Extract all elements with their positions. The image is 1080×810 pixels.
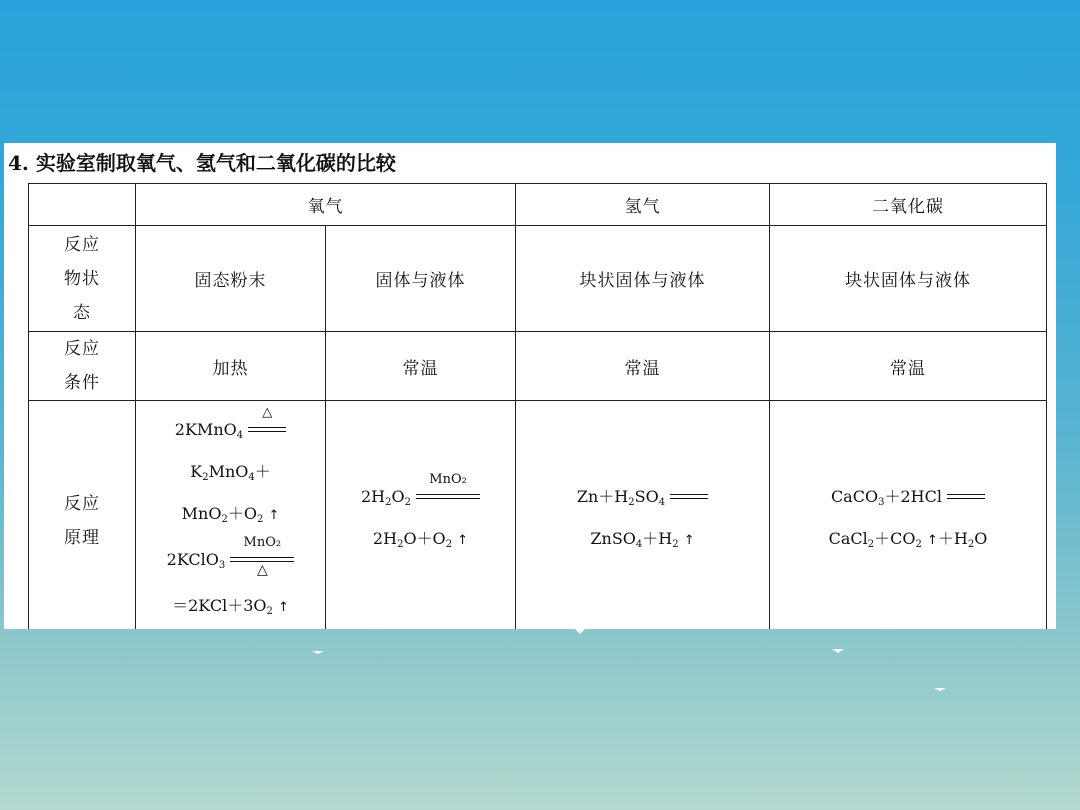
equals-sign: MnO₂ △ — [230, 553, 294, 567]
equation-line: $CaCl_2+CO_2$ $↑+H_2O$ — [828, 528, 988, 550]
equation-line: $=2KCl+3O_2$ ↑ — [172, 595, 289, 617]
cell-o2-state-b: 固体与液体 — [326, 226, 516, 332]
cell-o2-equation-kmno4-kclo3 — [136, 401, 326, 630]
equation-line: $K_2MnO_4+$ — [190, 461, 271, 483]
equals-sign: MnO₂ — [416, 490, 480, 504]
section-heading: 4. 实验室制取氧气、氢气和二氧化碳的比较 — [8, 151, 396, 175]
col-header-hydrogen: 氢气 — [516, 184, 770, 226]
bg-decor-mark — [934, 688, 946, 691]
cell-co2-equation — [770, 401, 1047, 630]
row-label-principle — [29, 401, 136, 630]
cell-h2-equation — [516, 401, 770, 630]
cell-o2-condition-a: 加热 — [136, 332, 326, 401]
bg-decor-mark — [575, 629, 585, 634]
comparison-table — [28, 183, 1047, 629]
col-header-co2: 二氧化碳 — [770, 184, 1047, 226]
header-row — [29, 184, 1047, 226]
content-panel — [4, 143, 1056, 629]
equation-line: 2KMnO$_4$ △ — [136, 412, 325, 454]
row-label-line: 反应 — [64, 493, 100, 514]
bg-decor-mark — [832, 649, 844, 653]
row-label-line: 条件 — [64, 373, 100, 393]
cell-o2-equation-h2o2 — [326, 401, 516, 630]
col-header-oxygen: 氧气 — [136, 184, 516, 226]
equation-line: $ZnSO_4+H_2$ ↑ — [590, 528, 695, 550]
equation-line: 2KClO$_3$ MnO₂ △ — [136, 542, 325, 584]
row-reaction-condition — [29, 332, 1047, 401]
row-label-line: 物状 — [64, 268, 100, 289]
equals-sign — [947, 490, 985, 504]
cell-h2-state: 块状固体与液体 — [516, 226, 770, 332]
corner-cell — [29, 184, 136, 226]
bg-decor-mark — [312, 651, 324, 654]
equals-sign — [670, 490, 708, 504]
cell-h2-condition: 常温 — [516, 332, 770, 401]
row-reaction-principle — [29, 401, 1047, 630]
equation-line: $2H_2O+O_2$ ↑ — [372, 528, 469, 550]
cell-co2-condition: 常温 — [770, 332, 1047, 401]
cell-o2-state-a: 固态粉末 — [136, 226, 326, 332]
equation-line: $Zn+H_2SO_4$ — [516, 482, 769, 518]
row-label-condition — [29, 332, 136, 401]
cell-o2-condition-b: 常温 — [326, 332, 516, 401]
row-label-reactant-state — [29, 226, 136, 332]
row-label-line: 态 — [73, 302, 91, 323]
equation-line: CaCO$_3$＋2HCl — [770, 482, 1046, 518]
equation-line: $MnO_2+O_2$ ↑ — [181, 503, 280, 525]
row-reactant-state — [29, 226, 1047, 332]
row-label-line: 反应 — [64, 234, 100, 255]
equation-line: $2H_2O_2$ MnO₂ — [326, 482, 515, 518]
cell-co2-state: 块状固体与液体 — [770, 226, 1047, 332]
row-label-line: 原理 — [64, 527, 100, 548]
row-label-line: 反应 — [64, 339, 100, 359]
equals-sign: △ — [248, 423, 286, 437]
